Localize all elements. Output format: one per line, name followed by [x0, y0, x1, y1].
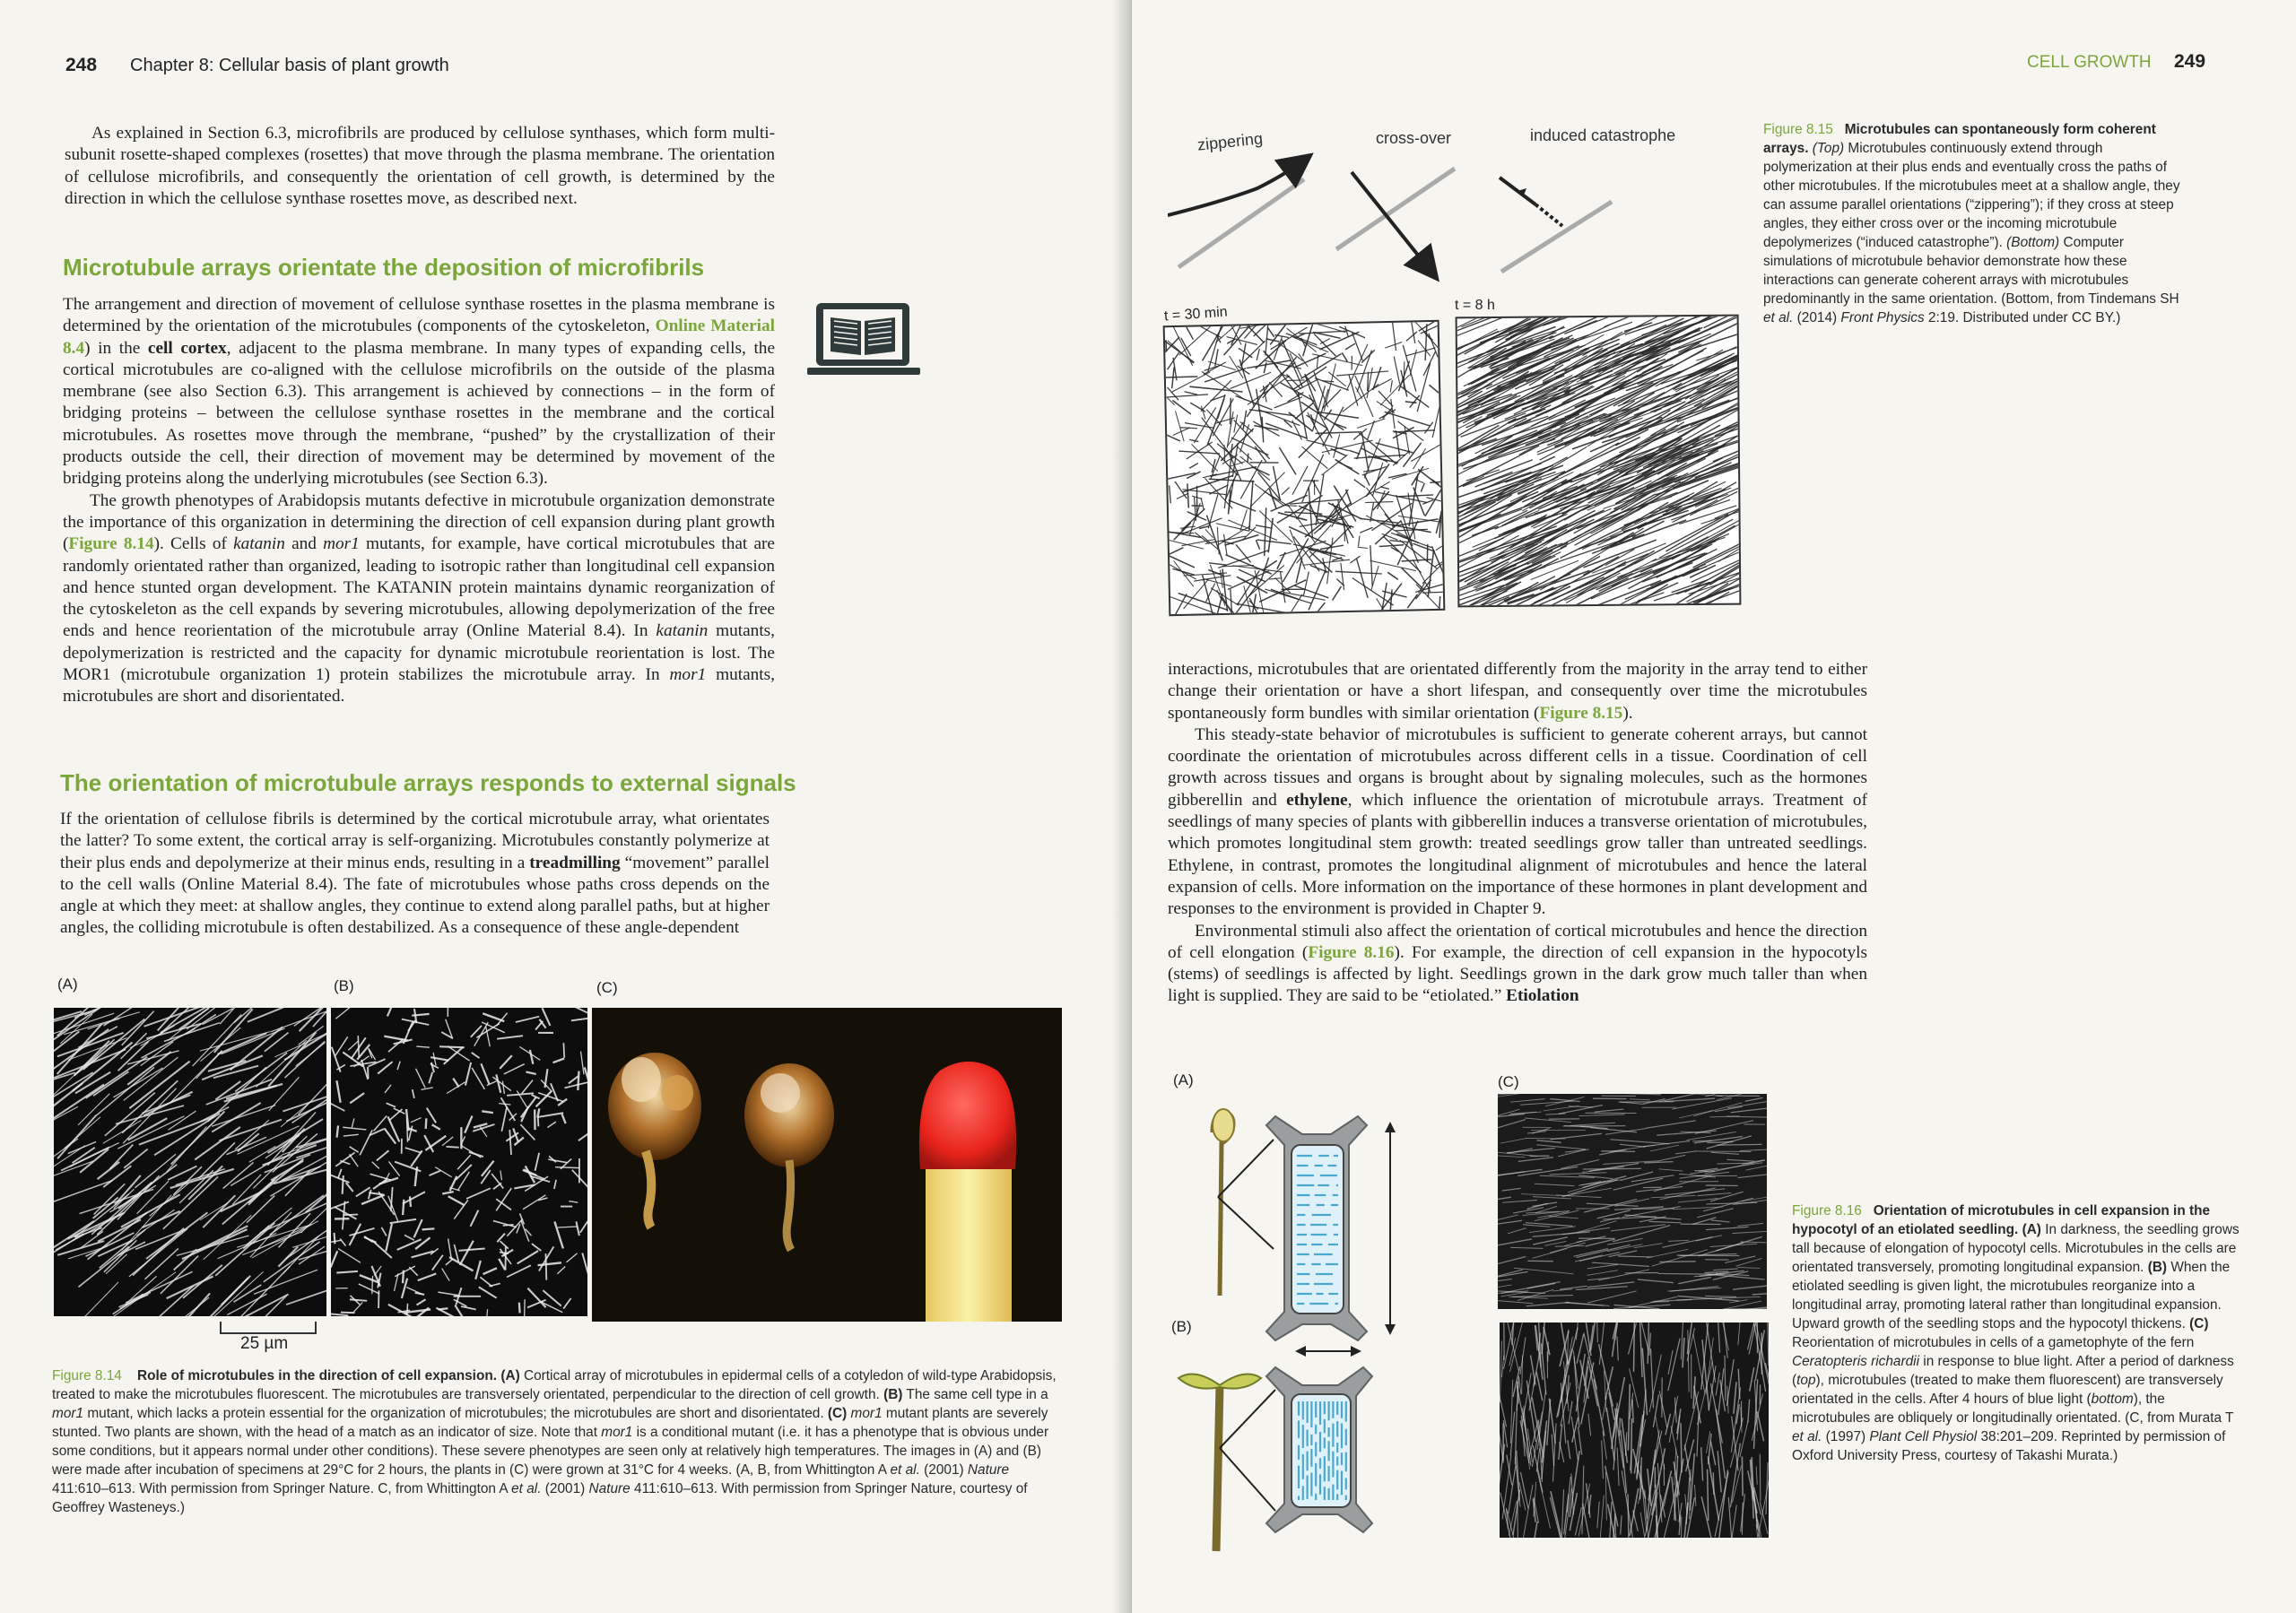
label-induced-catastrophe: induced catastrophe [1530, 126, 1676, 144]
fig814-caption-title: Role of microtubules in the direction of cell expansion. [136, 1368, 498, 1383]
fig816-caption: Figure 8.16 Orientation of microtubules in cell expansion in the hypocotyl of an etiolated seedling. (A) In darkness, the seedling grows tall because of elongation of hypocotyl cells. Microtubules in the cells are orientated transversely, promoting longitudinal expansion. (B) When the etiolated seedling is given light, the microtubules reorganize into a longitudinal array, promoting lateral rather than longitudinal expansion. Upward growth of the seedling stops and the hypocotyl thickens. (C) Reorientation of microtubules in cells of a gametophyte of the fern Ceratopteris richardii in response to blue light. After a period of darkness (top), microtubules (treated to make them fluorescent) are transversely orientated in the cells. After 4 hours of blue light (bottom), the microtubules are obliquely or longitudinally orientated. (C, from Murata T et al. (1997) Plant Cell Physiol 38:201–209. Reprinted by permission of Oxford University Press, courtesy of Takashi Murata.) [1792, 1203, 2239, 1463]
running-head-title: Cellular basis of plant growth [218, 56, 449, 75]
fig816-label-a: (A) [1173, 1071, 1194, 1088]
simulation-panel-30min [1163, 320, 1446, 616]
section1-para2: The growth phenotypes of Arabidopsis mutants defective in microtubule organization demonstrate the importance of this organization in determining the direction of cell expansion during plant growth (Figure 8.14). Cells of katanin and mor1 mutants, for example, have cortical microtubules that are randomly orientated rather than organized, leading to isotropic rather than longitudinal cell expansion and hence stunted organ development. The KATANIN protein maintains dynamic reorganization of the cytoskeleton as the cell expands by severing microtubules, allowing depolymerization of the free ends and hence reorientation of the microtubule array (Online Material 8.4). In katanin mutants, depolymerization is restricted and the capacity for dynamic microtubule reorientation is lost. The MOR1 (microtubule organization 1) protein stabilizes the microtubule array. In mor1 mutants, microtubules are short and disorientated. [63, 490, 776, 707]
section-heading-microfibrils: Microtubule arrays orientate the deposition of microfibrils [63, 254, 705, 281]
term-cell-cortex: cell cortex [147, 338, 227, 358]
term-treadmilling: treadmilling [529, 853, 621, 872]
fig816-label-b: (B) [1171, 1318, 1192, 1335]
fig814-caption-number: Figure 8.14 [52, 1368, 122, 1383]
running-head [130, 56, 449, 76]
section-heading-external-signals: The orientation of microtubule arrays responds to external signals [60, 769, 796, 796]
term-ethylene: ethylene [1286, 790, 1348, 810]
page-number-right: 249 [2174, 51, 2206, 72]
fig814-photo-a-wildtype-microtubules [54, 1008, 326, 1316]
page-number: 248 [65, 55, 98, 75]
para-steady-state: This steady-state behavior of microtubules is sufficient to generate coherent arrays, but cannot coordinate the orientation of microtubules across different cells in a tissue. Coordination of cell growth across tissues and organs is brought about by signaling molecules, such as the hormones gibberellin and ethylene, which influence the orientation of microtubule arrays. Treatment of seedlings of many species of plants with gibberellin induces a transverse orientation of microtubules, which promotes longitudinal stem growth: treated seedlings grow taller than untreated seedlings. Ethylene, in contrast, promotes the longitudinal alignment of microtubules and hence the lateral expansion of cells. More information on the importance of these hormones in plant development and responses to the environment is provided in Chapter 9. [1168, 724, 1867, 919]
fig815-caption: Figure 8.15 Microtubules can spontaneously form coherent arrays. (Top) Microtubules continuously extend through polymerization at their plus ends and eventually cross the paths of other microtubules. If the microtubules meet at a shallow angle, they can assume parallel orientations (“zippering”); if they cross at steep angles, they either cross over or the incoming microtubule depolymerizes (“induced catastrophe”). (Bottom) Computer simulations of microtubule behavior demonstrate how these interactions can generate coherent arrays with microtubules predominantly in the same orientation. (Bottom, from Tindemans SH et al. (2014) Front Physics 2:19. Distributed under CC BY.) [1763, 122, 2180, 325]
fig814-label-c: (C) [596, 979, 618, 996]
section1-body [63, 294, 775, 708]
fig815-interaction-diagrams [1168, 152, 1760, 287]
online-material-icon [807, 301, 920, 387]
fig814-caption: Figure 8.14 Role of microtubules in the direction of cell expansion. (A) Cortical array of microtubules in epidermal cells of a cotyledon of wild-type Arabidopsis, treated to make the microtubules fluorescent. The microtubules are transversely orientated, perpendicular to the direction of cell growth. (B) The same cell type in a mor1 mutant, which lacks a protein essential for the organization of microtubules; the microtubules are short and disorientated. (C) mor1 mutant plants are severely stunted. Two plants are shown, with the head of a match as an indicator of size. Note that mor1 is a conditional mutant (i.e. it has a phenotype that is obvious under some conditions, but it appears normal under other conditions). These severe phenotypes are seen only at relatively high temperatures. The images in (A) and (B) were made after incubation of specimens at 29°C for 2 hours, the plants in (C) were grown at 31°C for 4 weeks. (A, B, from Whittington A et al. (2001) Nature 411:610–613. With permission from Springer Nature. C, from Whittington A et al. (2001) Nature 411:610–613. With permission from Springer Nature, courtesy of Geoffrey Wasteneys.) [52, 1368, 1057, 1515]
intro-text: As explained in Section 6.3, microfibrils are produced by cellulose synthases, which form multi-subunit rosette-shaped complexes (rosettes) that move through the plasma membrane. The orientation of cellulose microfibrils, and consequently the orientation of cell growth, is determined by the direction in which the cellulose synthase rosettes move, as described next. [65, 124, 775, 208]
fig816-photo-c-bottom-blue-light [1500, 1322, 1769, 1538]
left-page [0, 0, 1132, 1613]
time-label-30min: t = 30 min [1163, 304, 1229, 325]
online-material-link[interactable]: Online Material 8.4 [63, 317, 775, 358]
simulation-panel-8h [1456, 315, 1742, 608]
fig816-seedling-diagrams [1168, 1089, 1500, 1556]
fig814-photo-b-mor1-microtubules [331, 1008, 587, 1316]
term-etiolation: Etiolation [1506, 986, 1579, 1006]
section2-para: If the orientation of cellulose fibrils is determined by the cortical microtubule array, what orientates the latter? To some extent, the cortical array is self-organizing. Microtubules constantly polymerize at their plus ends and depolymerize at their minus ends, resulting in a treadmilling “movement” parallel to the cell walls (Online Material 8.4). The fate of microtubules whose paths cross depends on the angle at which they meet: at shallow angles, they continue to extend along parallel paths, but at higher angles, the colliding microtubule is often destabilized. As a consequence of these angle-dependent [60, 810, 770, 938]
fig816-photo-c-top-dark [1498, 1094, 1767, 1309]
fig816-label-c: (C) [1498, 1073, 1519, 1090]
label-zippering: zippering [1196, 129, 1264, 154]
fig814-label-a: (A) [57, 976, 78, 993]
right-page [1132, 0, 2296, 1613]
time-label-8h: t = 8 h [1455, 298, 1495, 313]
fig816-caption-title: Orientation of microtubules in cell expansion in the hypocotyl of an etiolated seedling. [1792, 1203, 2211, 1237]
fig814-label-b: (B) [334, 977, 354, 994]
fig815-caption-title: Microtubules can spontaneously form coherent arrays. [1763, 122, 2156, 156]
intro-paragraph [65, 123, 775, 210]
scale-bar-label: 25 µm [240, 1334, 289, 1353]
right-body [1168, 659, 1867, 1008]
fig815-caption-number: Figure 8.15 [1763, 122, 1833, 137]
figure-8-16-link[interactable]: Figure 8.16 [1308, 942, 1395, 962]
fig816-caption-number: Figure 8.16 [1792, 1203, 1862, 1218]
figure-8-15-link[interactable]: Figure 8.15 [1539, 703, 1623, 723]
running-head-right: CELL GROWTH [2027, 53, 2152, 72]
label-cross-over: cross-over [1376, 129, 1452, 147]
section2-body [60, 809, 770, 940]
scale-bar [220, 1322, 317, 1334]
figure-8-14-link[interactable]: Figure 8.14 [68, 534, 154, 554]
fig814-photo-c-mor1-plants-and-match [592, 1008, 1062, 1322]
running-head-chapter: Chapter 8: [130, 56, 214, 75]
para-environmental: Environmental stimuli also affect the orientation of cortical microtubules and hence the direction of cell elongation (Figure 8.16). For example, the direction of cell expansion in the hypocotyls (stems) of seedlings is affected by light. Seedlings grown in the dark grow much taller than when light is supplied. They are said to be “etiolated.” Etiolation [1168, 921, 1868, 1006]
section1-para1: The arrangement and direction of movement of cellulose synthase rosettes in the plasma membrane is determined by the orientation of the microtubules (components of the cytoskeleton, Online Material 8.4) in the cell cortex, adjacent to the plasma membrane. In many types of expanding cells, the cortical microtubules are co-aligned with the cellulose microfibrils on the outside of the plasma membrane (see also Section 6.3). This arrangement is achieved by connections – in the form of bridging proteins – between the cellulose synthase rosettes in the membrane and the cortical microtubules. As rosettes move through the membrane, “pushed” by the crystallization of their products outside the cell, their direction of movement may be determined by movement of the bridging proteins along the underlying microtubules (see Section 6.3). [63, 295, 776, 489]
para-interactions: interactions, microtubules that are orientated differently from the majority in the array tend to either change their orientation or have a short lifespan, and consequently over time the microtubules spontaneously form bundles with similar orientation (Figure 8.15). [1168, 660, 1867, 723]
